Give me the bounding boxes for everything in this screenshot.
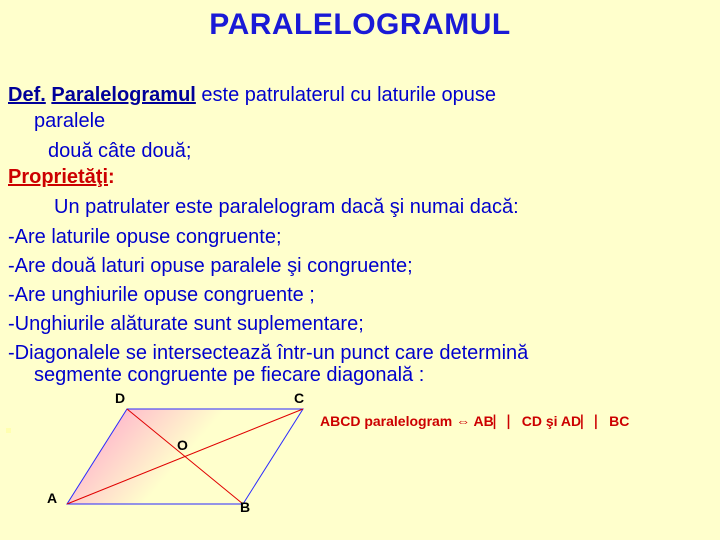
definition-line-3: două câte două; (48, 140, 192, 162)
parallelogram-statement: ABCD paralelogram ⇔ AB⎸⎸CD şi AD⎸⎸BC (320, 413, 630, 429)
property-item: -Diagonalele se intersectează într-un punct care determină (8, 342, 529, 364)
definition-line-2: paralele (34, 110, 106, 132)
property-item: -Unghiurile alăturate sunt suplementare; (8, 313, 364, 335)
property-item: -Are două laturi opuse paralele şi congruente; (8, 255, 413, 277)
properties-heading-line (8, 166, 115, 189)
vertex-label-b: B (240, 499, 251, 515)
definition-line-1 (8, 84, 496, 107)
parallelogram-figure (0, 380, 720, 540)
properties-colon: : (108, 166, 115, 188)
vertex-label-d: D (115, 390, 126, 406)
properties-intro: Un patrulater este paralelogram dacă şi numai dacă: (54, 196, 519, 218)
definition-term: Paralelogramul (51, 84, 196, 106)
property-item: -Are unghiurile opuse congruente ; (8, 284, 315, 306)
vertex-label-o: O (177, 437, 188, 453)
vertex-label-c: C (294, 390, 305, 406)
definition-prefix: Def. (8, 84, 46, 106)
properties-heading: Proprietăţi (8, 166, 109, 188)
property-item: -Are laturile opuse congruente; (8, 226, 282, 248)
vertex-label-a: A (47, 490, 58, 506)
definition-text-1: este patrulaterul cu laturile opuse (195, 84, 497, 106)
page-title: PARALELOGRAMUL (209, 8, 511, 41)
property-item-continuation: segmente congruente pe fiecare diagonală : (34, 364, 425, 386)
